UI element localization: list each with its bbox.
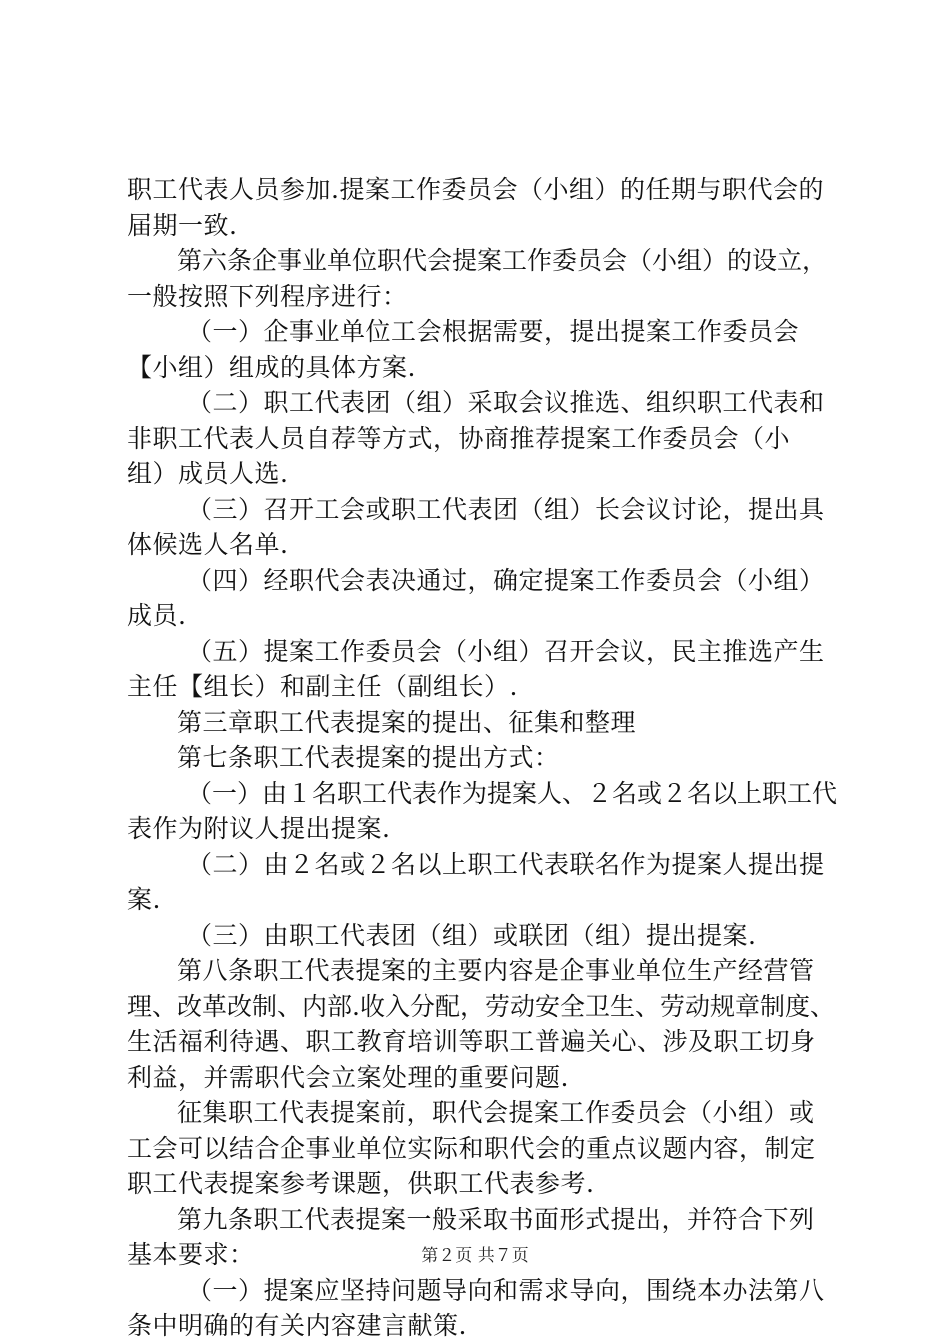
- document-body: [127, 172, 839, 1344]
- text-line: 生活福利待遇、职工教育培训等职工普遍关心、涉及职工切身: [127, 1027, 816, 1056]
- text-line: （三）召开工会或职工代表团（组）长会议讨论，提出具: [187, 494, 825, 524]
- text-line: 届期一致.: [127, 210, 238, 240]
- text-line: 成员.: [127, 601, 187, 630]
- text-line: 第七条职工代表提案的提出方式：: [177, 743, 560, 772]
- text-line: 第六条企事业单位职代会提案工作委员会（小组）的设立，: [177, 246, 828, 275]
- text-line: 表作为附议人提出提案.: [127, 814, 391, 843]
- text-line: 体候选人名单.: [127, 530, 289, 559]
- text-line: 非职工代表人员自荐等方式，协商推荐提案工作委员会（小: [127, 423, 791, 453]
- text-line: 理、改革改制、内部.收入分配，劳动安全卫生、劳动规章制度、: [127, 991, 835, 1021]
- text-line: 主任【组长）和副主任（副组长）.: [127, 672, 518, 701]
- text-line: 征集职工代表提案前，职代会提案工作委员会（小组）或: [177, 1098, 815, 1127]
- text-line: 职工代表提案参考课题，供职工代表参考.: [127, 1169, 595, 1198]
- text-line: （一）企事业单位工会根据需要，提出提案工作委员会: [187, 317, 800, 346]
- text-line: 工会可以结合企事业单位实际和职代会的重点议题内容，制定: [127, 1133, 816, 1163]
- text-line: 职工代表人员参加.提案工作委员会（小组）的任期与职代会的: [127, 175, 824, 204]
- text-line: 条中明确的有关内容建言献策.: [127, 1311, 467, 1340]
- text-line: 利益，并需职代会立案处理的重要问题.: [127, 1062, 569, 1092]
- text-line: 基本要求：: [127, 1240, 255, 1269]
- text-line: （一）由１名职工代表作为提案人、２名或２名以上职工代: [187, 778, 838, 808]
- text-line: 第八条职工代表提案的主要内容是企事业单位生产经营管: [177, 956, 815, 985]
- text-line: （二）职工代表团（组）采取会议推选、组织职工代表和: [187, 388, 825, 417]
- text-line: 第九条职工代表提案一般采取书面形式提出，并符合下列: [177, 1204, 815, 1234]
- text-line: （一）提案应坚持问题导向和需求导向，围绕本办法第八: [187, 1275, 825, 1305]
- text-line: 【小组）组成的具体方案.: [127, 352, 416, 382]
- text-line: （五）提案工作委员会（小组）召开会议，民主推选产生: [187, 636, 825, 666]
- text-line: （二）由２名或２名以上职工代表联名作为提案人提出提: [187, 849, 825, 879]
- text-line: （四）经职代会表决通过，确定提案工作委员会（小组）: [187, 565, 825, 595]
- page-footer: 第２页 共７页: [421, 1246, 529, 1266]
- text-lines: [127, 172, 839, 1344]
- text-line: 一般按照下列程序进行：: [127, 281, 408, 311]
- text-line: （三）由职工代表团（组）或联团（组）提出提案.: [187, 920, 757, 950]
- text-line: 组）成员人选.: [127, 459, 289, 488]
- text-line: 第三章职工代表提案的提出、征集和整理: [177, 707, 637, 737]
- text-line: 案.: [127, 885, 161, 914]
